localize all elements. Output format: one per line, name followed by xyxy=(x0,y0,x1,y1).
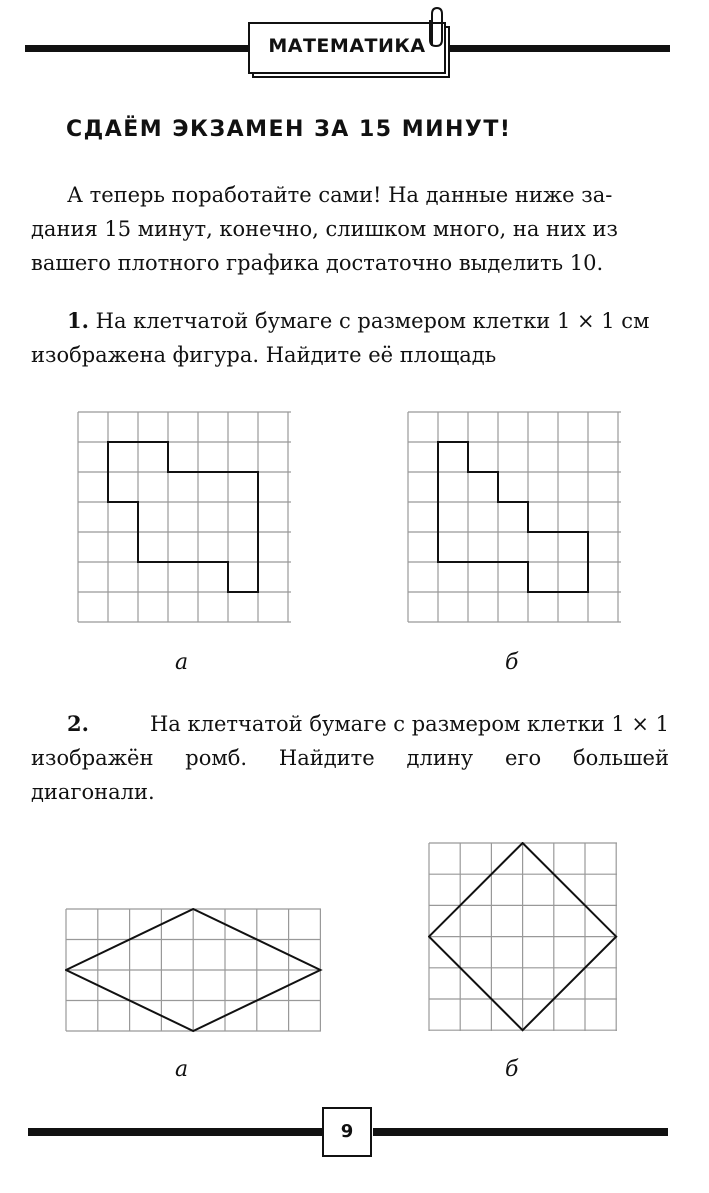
paperclip-icon xyxy=(426,6,444,50)
intro-paragraph xyxy=(31,178,669,280)
figure-1b-caption: б xyxy=(505,650,519,675)
task2-word-6: большей xyxy=(572,746,669,770)
figure-2a-caption: а xyxy=(175,1057,189,1082)
figure-2b-grid xyxy=(428,842,619,1033)
header-rule-right xyxy=(445,45,670,52)
task2-paragraph xyxy=(31,707,669,809)
header-rule-left xyxy=(25,45,250,52)
task1-line-1 xyxy=(31,304,669,338)
figure-1b-shape xyxy=(438,442,588,592)
figure-1a-caption: а xyxy=(175,650,189,675)
task2-text-1: На клетчатой бумаге с размером клетки 1 × 1 xyxy=(149,712,669,736)
figure-2a-grid xyxy=(65,908,323,1034)
task2-word-3: Найдите xyxy=(278,746,375,770)
task2-line-2 xyxy=(31,741,669,775)
task2-line-1 xyxy=(31,707,669,741)
footer-rule-left xyxy=(28,1128,323,1136)
intro-line-1: А теперь поработайте сами! На данные ниже за- xyxy=(67,183,613,207)
task1-line-2: изображена фигура. Найдите её площадь xyxy=(31,343,497,367)
footer-rule-right xyxy=(373,1128,668,1136)
task1-paragraph xyxy=(31,304,669,372)
task2-line-3: диагонали. xyxy=(31,780,155,804)
task2-word-5: его xyxy=(505,746,542,770)
figure-1b-grid xyxy=(407,411,622,623)
page-number: 9 xyxy=(322,1107,372,1157)
subject-tag xyxy=(248,22,446,74)
intro-line-2: дания 15 минут, конечно, слишком много, на них из xyxy=(31,217,619,241)
subject-label: МАТЕМАТИКА xyxy=(268,35,426,57)
figure-2b-caption: б xyxy=(505,1057,519,1082)
task2-word-2: ромб. xyxy=(185,746,248,770)
task2-number: 2. xyxy=(67,711,89,736)
task1-number: 1. xyxy=(67,308,89,333)
intro-line-3: вашего плотного графика достаточно выделить 10. xyxy=(31,251,604,275)
task2-word-1: изображён xyxy=(31,746,154,770)
figure-1a-shape xyxy=(108,442,258,592)
task2-word-4: длину xyxy=(406,746,474,770)
section-heading: СДАЁМ ЭКЗАМЕН ЗА 15 МИНУТ! xyxy=(66,117,512,142)
task1-text-1: На клетчатой бумаге с размером клетки 1 × 1 см xyxy=(95,309,650,333)
figure-1a-grid xyxy=(77,411,292,623)
